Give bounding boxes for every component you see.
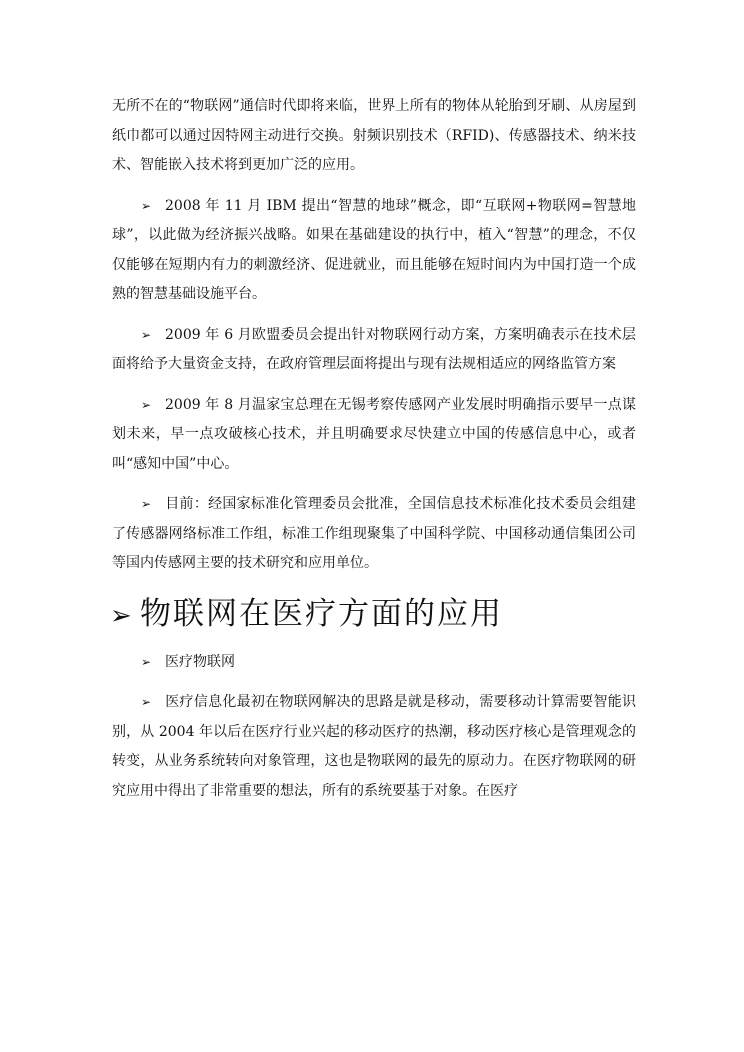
bullet-paragraph-text: 2008 年 11 月 IBM 提出“智慧的地球”概念，即“互联网+物联网=智慧地球”，以此做为经济振兴战略。如果在基础建设的执行中，植入“智慧”的理念，不仅仅能够在短期内有力的刺激经济、促进就业，而且能够在短时间内为中国打造一个成熟的智慧基础设施平台。 xyxy=(112,197,636,302)
bullet-paragraph-text: 医疗信息化最初在物联网解决的思路是就是移动，需要移动计算需要智能识别，从 2004 年以后在医疗行业兴起的移动医疗的热潮，移动医疗核心是管理观念的转变，从业务系统转向对象管理，这也是物联网的最先的原动力。在医疗物联网的研究应用中得出了非常重要的想法，所有的系统要基于对象。在医疗 xyxy=(112,694,636,799)
arrow-bullet-icon: ➢ xyxy=(141,695,152,709)
intro-paragraph xyxy=(112,92,636,181)
bullet-paragraph-eu xyxy=(112,321,636,380)
arrow-bullet-icon: ➢ xyxy=(141,327,152,342)
arrow-bullet-icon: ➢ xyxy=(141,397,152,412)
arrow-bullet-icon: ➢ xyxy=(141,497,152,511)
section-heading-text: 物联网在医疗方面的应用 xyxy=(140,595,503,632)
document-page xyxy=(112,92,636,817)
bullet-paragraph-wuxi xyxy=(112,391,636,480)
arrow-bullet-icon: ➢ xyxy=(110,600,134,631)
arrow-bullet-icon: ➢ xyxy=(141,198,152,213)
sub-item-text: 医疗物联网 xyxy=(165,653,235,670)
bullet-paragraph-text: 2009 年 8 月温家宝总理在无锡考察传感网产业发展时明确指示要早一点谋划未来，早一点攻破核心技术，并且明确要求尽快建立中国的传感信息中心，或者叫“感知中国”中心。 xyxy=(112,396,636,472)
arrow-bullet-icon: ➢ xyxy=(141,654,152,669)
bullet-paragraph-ibm xyxy=(112,192,636,310)
bullet-paragraph-text: 目前：经国家标准化管理委员会批准，全国信息技术标准化技术委员会组建了传感器网络标准工作组，标准工作组现聚集了中国科学院、中国移动通信集团公司等国内传感网主要的技术研究和应用单位。 xyxy=(112,496,636,571)
bullet-paragraph-standards xyxy=(112,490,636,579)
sub-item-medical-iot xyxy=(112,648,636,678)
section-heading xyxy=(110,590,636,640)
bullet-paragraph-text: 2009 年 6 月欧盟委员会提出针对物联网行动方案，方案明确表示在技术层面将给予大量资金支持，在政府管理层面将提出与现有法规相适应的网络监管方案 xyxy=(112,326,636,372)
bullet-paragraph-medical xyxy=(112,688,636,806)
intro-paragraph-text: 无所不在的“物联网”通信时代即将来临，世界上所有的物体从轮胎到牙刷、从房屋到纸巾都可以通过因特网主动进行交换。射频识别技术（RFID)、传感器技术、纳米技术、智能嵌入技术将到更加广泛的应用。 xyxy=(112,98,636,173)
